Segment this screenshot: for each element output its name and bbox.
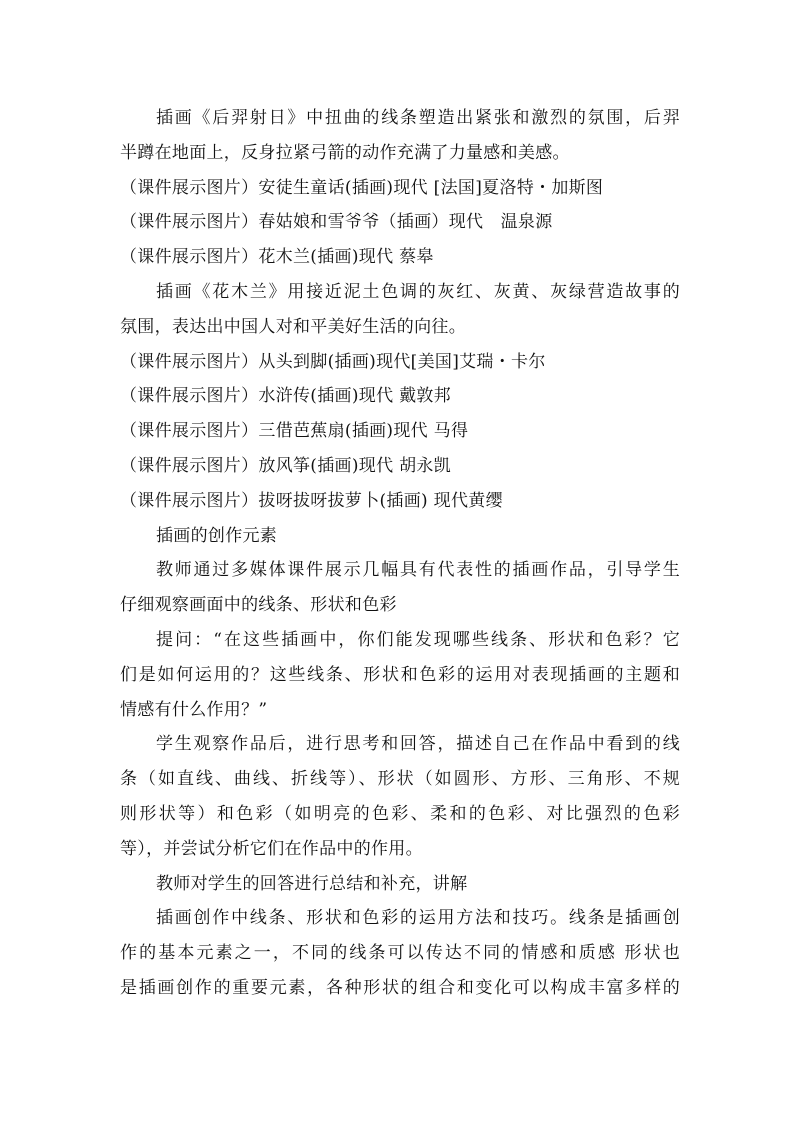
document-body — [120, 101, 680, 1006]
text-line: （课件展示图片）从头到脚(插画)现代[美国]艾瑞・卡尔 — [120, 351, 546, 372]
text-line: 等），并尝试分析它们在作品中的作用。 — [120, 838, 423, 859]
text-line: （课件展示图片）花木兰(插画)现代 蔡皋 — [120, 247, 434, 268]
text-line: 是插画创作的重要元素，各种形状的组合和变化可以构成丰富多样的 — [120, 977, 680, 998]
text-line: （课件展示图片）放风筝(插画)现代 胡永凯 — [120, 455, 451, 476]
text-line: 则形状等）和色彩（如明亮的色彩、柔和的色彩、对比强烈的色彩 — [120, 803, 680, 824]
text-line: 提问：“在这些插画中，你们能发现哪些线条、形状和色彩？它 — [156, 629, 680, 650]
text-line: （课件展示图片）春姑娘和雪爷爷（插画）现代 温泉源 — [120, 212, 553, 233]
text-line: （课件展示图片）拔呀拔呀拔萝卜(插画) 现代黄缨 — [120, 490, 503, 511]
text-line: 教师对学生的回答进行总结和补充，讲解 — [156, 873, 468, 894]
text-line: 教师通过多媒体课件展示几幅具有代表性的插画作品，引导学生 — [156, 560, 680, 581]
text-line: （课件展示图片）水浒传(插画)现代 戴敦邦 — [120, 386, 451, 407]
section-heading: 插画的创作元素 — [156, 525, 278, 546]
text-line: 条（如直线、曲线、折线等）、形状（如圆形、方形、三角形、不规 — [120, 769, 680, 790]
text-line: 氛围，表达出中国人对和平美好生活的向往。 — [120, 316, 466, 337]
text-line: 们是如何运用的？这些线条、形状和色彩的运用对表现插画的主题和 — [120, 664, 680, 685]
text-line: 仔细观察画面中的线条、形状和色彩 — [120, 595, 397, 616]
text-line: 情感有什么作用？” — [120, 699, 268, 720]
text-line: （课件展示图片）三借芭蕉扇(插画)现代 马得 — [120, 421, 469, 442]
text-line: 插画创作中线条、形状和色彩的运用方法和技巧。线条是插画创 — [156, 908, 680, 929]
text-line: 半蹲在地面上，反身拉紧弓箭的动作充满了力量感和美感。 — [120, 142, 570, 163]
text-line: 插画《花木兰》用接近泥土色调的灰红、灰黄、灰绿营造故事的 — [156, 281, 680, 302]
text-line: 作的基本元素之一，不同的线条可以传达不同的情感和质感 形状也 — [120, 943, 680, 964]
text-line: 学生观察作品后，进行思考和回答，描述自己在作品中看到的线 — [156, 734, 680, 755]
text-line: 插画《后羿射日》中扭曲的线条塑造出紧张和激烈的氛围，后羿 — [156, 108, 680, 128]
text-line: （课件展示图片）安徒生童话(插画)现代 [法国]夏洛特・加斯图 — [120, 177, 604, 198]
